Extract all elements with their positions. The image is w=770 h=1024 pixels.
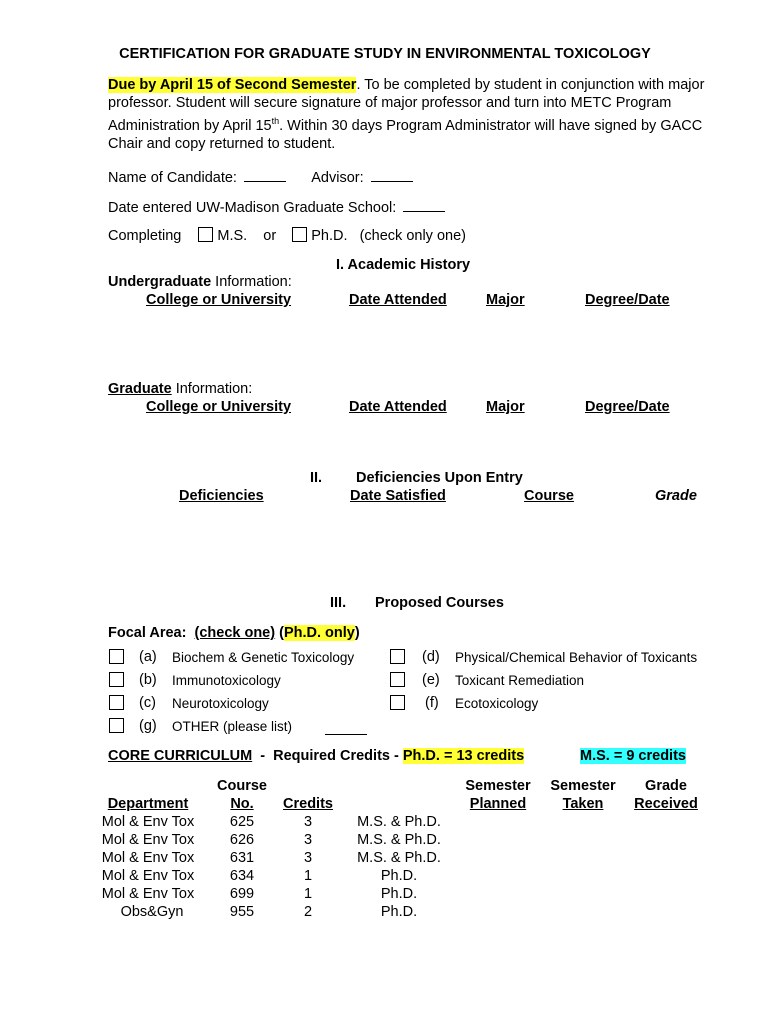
row-credits: 2 — [303, 904, 313, 920]
gr-col-degree-date: Degree/Date — [585, 399, 670, 415]
undergrad-rest: Information: — [211, 274, 292, 290]
row-credits: 1 — [303, 886, 313, 902]
or-label: or — [263, 228, 277, 244]
row-course-no: 634 — [229, 868, 255, 884]
col-grade-bottom: Received — [634, 796, 698, 812]
intro-text-2: . Within 30 days Program Administrator will have signed by GACC Chair and copy returned to student. — [108, 117, 703, 152]
focal-g-name: OTHER (please list) — [172, 719, 293, 734]
row-degree: Ph.D. — [380, 868, 418, 884]
row-degree: M.S. & Ph.D. — [357, 814, 441, 830]
col-semester-taken-bottom: Taken — [562, 796, 604, 812]
col-semester-taken-top: Semester — [550, 778, 616, 794]
phd-label: Ph.D. — [311, 228, 348, 244]
focal-e-checkbox[interactable] — [390, 672, 405, 687]
check-one-label: (check one) — [194, 625, 276, 641]
row-dept: Obs&Gyn — [120, 904, 184, 920]
academic-history-heading: I. Academic History — [336, 257, 471, 273]
date-entered-field[interactable] — [403, 197, 445, 212]
focal-a-letter: (a) — [139, 649, 157, 665]
focal-d-letter: (d) — [422, 649, 440, 665]
row-credits: 3 — [303, 814, 313, 830]
focal-d-checkbox[interactable] — [390, 649, 405, 664]
phd-only-close: ) — [354, 625, 360, 641]
ug-col-major: Major — [486, 292, 525, 308]
focal-g-checkbox[interactable] — [109, 718, 124, 733]
ug-col-degree-date: Degree/Date — [585, 292, 670, 308]
deficiencies-heading: Deficiencies Upon Entry — [356, 470, 523, 486]
row-credits: 3 — [303, 850, 313, 866]
phd-only-label: Ph.D. only — [283, 625, 355, 641]
grad-heading — [108, 381, 252, 397]
focal-c-letter: (c) — [139, 695, 156, 711]
col-semester-planned-top: Semester — [465, 778, 531, 794]
focal-g-letter: (g) — [139, 718, 157, 734]
phd-credits-label: Ph.D. = 13 credits — [402, 748, 525, 764]
def-col-grade: Grade — [655, 488, 697, 504]
core-curriculum-label: CORE CURRICULUM — [108, 748, 253, 764]
candidate-field[interactable] — [244, 167, 286, 182]
focal-d-name: Physical/Chemical Behavior of Toxicants — [455, 650, 698, 665]
proposed-courses-heading: Proposed Courses — [375, 595, 504, 611]
advisor-label: Advisor: — [311, 170, 364, 186]
def-col-date-satisfied: Date Satisfied — [350, 488, 446, 504]
ug-col-date-attended: Date Attended — [349, 292, 447, 308]
candidate-label: Name of Candidate: — [108, 170, 237, 186]
focal-a-name: Biochem & Genetic Toxicology — [172, 650, 355, 665]
ms-credits-label: M.S. = 9 credits — [580, 748, 686, 764]
focal-e-name: Toxicant Remediation — [455, 673, 585, 688]
advisor-field[interactable] — [371, 167, 413, 182]
completing-label: Completing — [108, 228, 182, 244]
col-course-top: Course — [217, 778, 267, 794]
row-credits: 3 — [303, 832, 313, 848]
page-title: CERTIFICATION FOR GRADUATE STUDY IN ENVIRONMENTAL TOXICOLOGY — [119, 46, 651, 62]
row-dept: Mol & Env Tox — [101, 850, 195, 866]
def-col-deficiencies: Deficiencies — [179, 488, 264, 504]
check-only-one-label: (check only one) — [359, 228, 466, 244]
ms-checkbox[interactable] — [198, 227, 213, 242]
row-course-no: 626 — [229, 832, 255, 848]
focal-b-letter: (b) — [139, 672, 157, 688]
gr-col-college: College or University — [146, 399, 292, 415]
due-date-notice: Due by April 15 of Second Semester — [108, 77, 357, 93]
row-degree: M.S. & Ph.D. — [357, 832, 441, 848]
col-course-bottom: No. — [230, 796, 254, 812]
focal-b-name: Immunotoxicology — [172, 673, 281, 688]
required-credits-label: - Required Credits - — [252, 748, 403, 764]
ug-col-college: College or University — [146, 292, 292, 308]
row-dept: Mol & Env Tox — [101, 886, 195, 902]
intro-paragraph — [108, 76, 708, 153]
focal-a-checkbox[interactable] — [109, 649, 124, 664]
row-dept: Mol & Env Tox — [101, 868, 195, 884]
col-semester-planned-bottom: Planned — [469, 796, 527, 812]
section3-number: III. — [330, 595, 347, 611]
row-course-no: 955 — [229, 904, 255, 920]
focal-c-checkbox[interactable] — [109, 695, 124, 710]
intro-text-1: . To be completed by student in conjunction with major professor. Student will secure signature of major professor and turn into METC Program Administration by April 15 — [108, 77, 705, 134]
grad-rest: Information: — [171, 381, 253, 397]
row-degree: M.S. & Ph.D. — [357, 850, 441, 866]
row-degree: Ph.D. — [380, 904, 418, 920]
candidate-row — [108, 167, 413, 186]
completing-row — [108, 227, 466, 244]
phd-checkbox[interactable] — [292, 227, 307, 242]
focal-f-checkbox[interactable] — [390, 695, 405, 710]
focal-other-field[interactable] — [325, 720, 367, 735]
row-course-no: 625 — [229, 814, 255, 830]
row-course-no: 631 — [229, 850, 255, 866]
row-dept: Mol & Env Tox — [101, 814, 195, 830]
focal-area-label: Focal Area: — [108, 625, 187, 641]
ms-label: M.S. — [217, 228, 248, 244]
date-entered-row — [108, 197, 445, 216]
focal-b-checkbox[interactable] — [109, 672, 124, 687]
phd-only-open: ( — [279, 625, 284, 641]
undergrad-bold: Undergraduate — [108, 274, 212, 290]
section2-number: II. — [310, 470, 323, 486]
focal-c-name: Neurotoxicology — [172, 696, 269, 711]
col-credits: Credits — [283, 796, 333, 812]
gr-col-date-attended: Date Attended — [349, 399, 447, 415]
col-department: Department — [107, 796, 189, 812]
intro-superscript: th — [271, 116, 280, 126]
def-col-course: Course — [524, 488, 574, 504]
col-grade-top: Grade — [645, 778, 687, 794]
row-dept: Mol & Env Tox — [101, 832, 195, 848]
undergrad-heading — [108, 274, 292, 290]
row-course-no: 699 — [229, 886, 255, 902]
date-entered-label: Date entered UW-Madison Graduate School: — [108, 200, 397, 216]
grad-bold: Graduate — [108, 381, 172, 397]
focal-f-name: Ecotoxicology — [455, 696, 539, 711]
focal-area-row — [108, 625, 360, 641]
core-curriculum-row — [108, 748, 524, 764]
focal-e-letter: (e) — [422, 672, 440, 688]
focal-f-letter: (f) — [425, 695, 439, 711]
gr-col-major: Major — [486, 399, 525, 415]
row-credits: 1 — [303, 868, 313, 884]
row-degree: Ph.D. — [380, 886, 418, 902]
